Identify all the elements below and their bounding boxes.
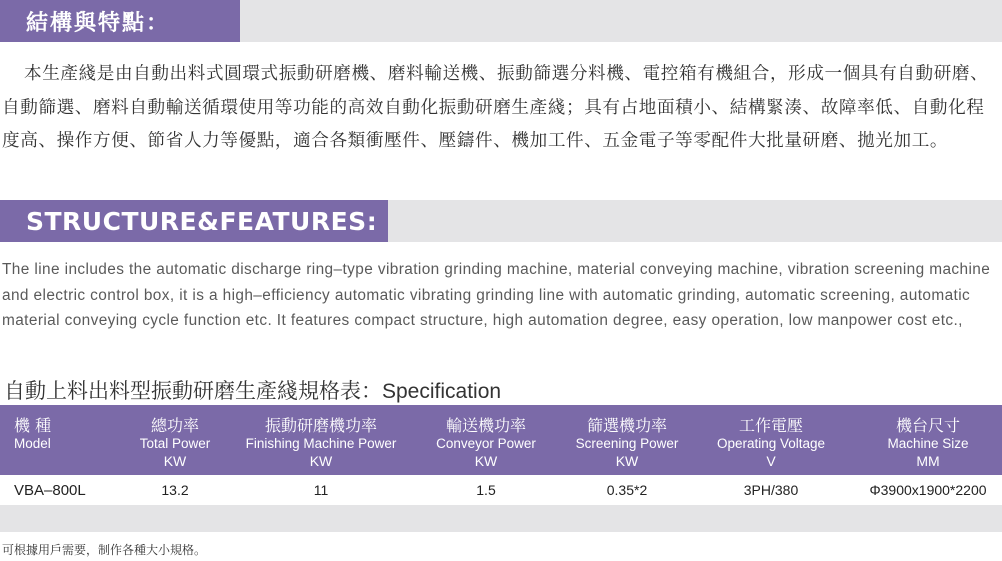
column-header-finishing-power: [230, 405, 412, 475]
column-header-zh: 輸送機功率: [445, 416, 526, 435]
column-header-unit: KW: [615, 453, 639, 469]
cell-finishing-power: 11: [313, 482, 329, 498]
column-header-model: [0, 405, 120, 475]
cell-operating-voltage: 3PH/380: [743, 482, 799, 498]
cell-screening-power: 0.35*2: [606, 482, 648, 498]
column-header-total-power: [120, 405, 230, 475]
column-header-en: Machine Size: [887, 436, 969, 451]
spec-title-en: Specification: [382, 380, 502, 403]
column-header-unit: KW: [163, 453, 187, 469]
column-header-machine-size: [858, 405, 998, 475]
spec-table-header: [0, 405, 1002, 475]
cell-model: VBA–800L: [14, 482, 86, 499]
column-header-conveyor-power: [420, 405, 552, 475]
column-header-en: Model: [14, 436, 51, 451]
cell-total-power: 13.2: [161, 482, 189, 498]
column-header-en: Total Power: [139, 436, 211, 451]
column-header-operating-voltage: [705, 405, 837, 475]
column-header-zh: 工作電壓: [738, 416, 803, 435]
column-header-zh: 總功率: [150, 416, 199, 435]
spec-title: [4, 375, 501, 405]
section-heading-zh: 結構與特點：: [0, 0, 240, 42]
column-header-unit: V: [766, 453, 776, 469]
table-row: [0, 477, 1002, 505]
column-header-en: Screening Power: [575, 436, 679, 451]
column-header-zh: 機台尺寸: [895, 416, 960, 435]
column-header-zh: 機 種: [14, 416, 52, 435]
spec-title-zh: 自動上料出料型振動研磨生產綫規格表：: [4, 379, 382, 403]
table-empty-row: [0, 505, 1002, 532]
cell-conveyor-power: 1.5: [476, 482, 496, 498]
column-header-en: Finishing Machine Power: [245, 436, 397, 451]
column-header-en: Conveyor Power: [436, 436, 536, 451]
description-en: The line includes the automatic discharge ring–type vibration grinding machine, material conveying machine, vibration screening machine and electric control box, it is a high–efficiency automatic vibrating grinding line with automatic grinding, automatic screening, automatic material conveying cycle function etc. It features compact structure, high automation degree, easy operation, low manpower cost etc.,: [2, 261, 991, 329]
section-heading-en: STRUCTURE&FEATURES:: [0, 200, 388, 242]
footnote: 可根據用戶需要，制作各種大小規格。: [2, 543, 207, 557]
cell-machine-size: Φ3900x1900*2200: [869, 482, 987, 498]
column-header-unit: KW: [474, 453, 498, 469]
column-header-unit: MM: [916, 453, 940, 469]
description-zh: 本生產綫是由自動出料式圓環式振動研磨機、磨料輸送機、振動篩選分料機、電控箱有機組合，形成一個具有自動研磨、自動篩選、磨料自動輸送循環使用等功能的高效自動化振動研磨生產綫；具有占地面積小、結構緊湊、故障率低、自動化程度高、操作方便、節省人力等優點，適合各類衝壓件、壓鑄件、機加工件、五金電子等零配件大批量研磨、拋光加工。: [2, 64, 989, 151]
column-header-en: Operating Voltage: [716, 436, 826, 451]
column-header-zh: 振動研磨機功率: [264, 416, 377, 435]
column-header-screening-power: [562, 405, 692, 475]
column-header-zh: 篩選機功率: [586, 416, 667, 435]
column-header-unit: KW: [309, 453, 333, 469]
